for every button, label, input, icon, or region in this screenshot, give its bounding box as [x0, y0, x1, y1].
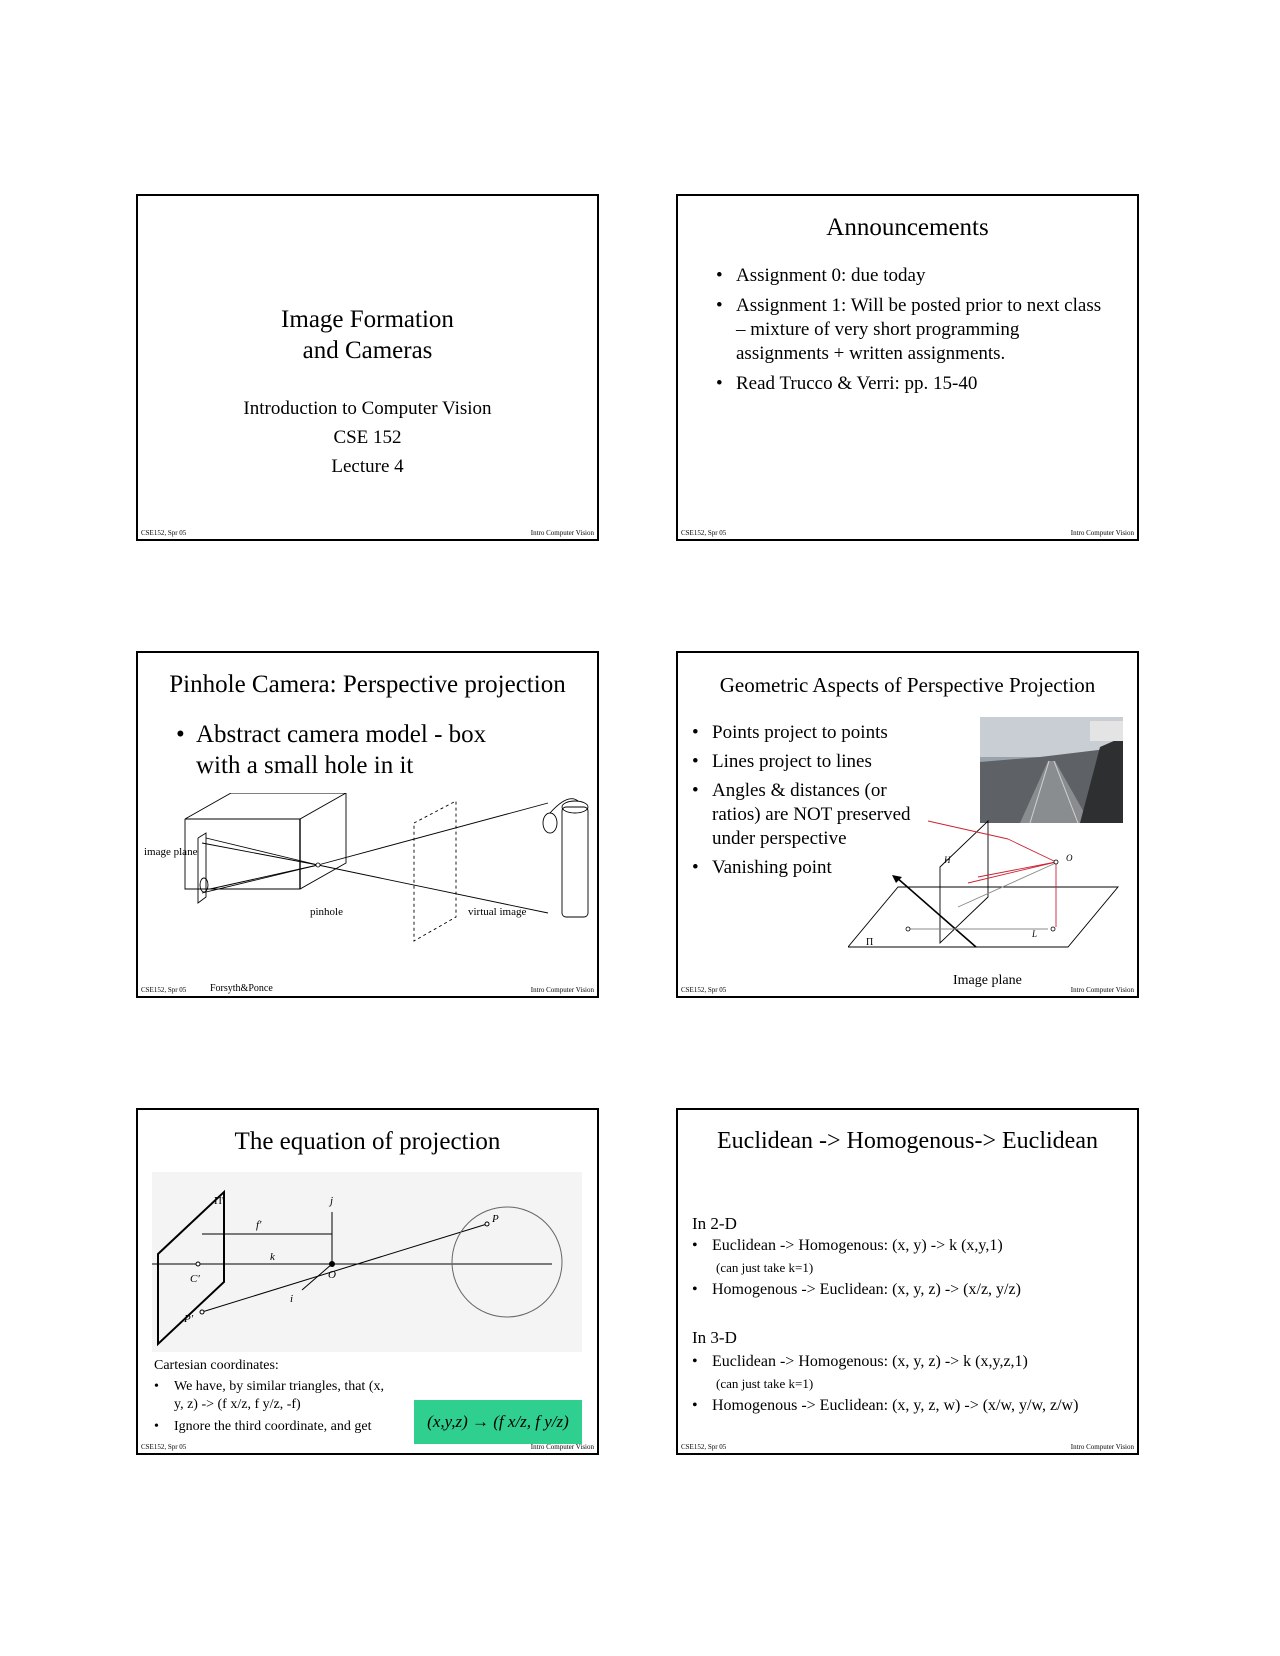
label-O: O	[328, 1269, 336, 1281]
label-pi-prime: Π'	[214, 1195, 224, 1207]
slide1-subtitle: Introduction to Computer Vision CSE 152 Lecture 4	[243, 398, 492, 477]
cartesian-label: Cartesian coordinates:	[154, 1358, 279, 1373]
list-item: • Angles & distances (or ratios) are NOT preserved under perspective	[692, 779, 937, 851]
list-item: • Assignment 1: Will be posted prior to next class – mixture of very short programming assignments + written assignments.	[716, 294, 1106, 366]
footer-right: Intro Computer Vision	[530, 529, 594, 537]
list-2d-b	[692, 1280, 1132, 1300]
footer-right: Intro Computer Vision	[1070, 986, 1134, 994]
label-f-prime: f'	[256, 1219, 262, 1231]
label-image-plane: image plane	[144, 846, 198, 858]
list-item: • Abstract camera model - box with a small hole in it	[176, 719, 506, 781]
list-3d-b	[692, 1396, 1137, 1416]
footer-left: CSE152, Spr 05	[681, 986, 727, 994]
label-k: k	[270, 1251, 275, 1263]
slide-pinhole	[136, 651, 599, 998]
slide3-bullets	[176, 719, 506, 781]
footer-left: CSE152, Spr 05	[681, 1443, 727, 1451]
label-i: i	[290, 1293, 294, 1305]
label-C-prime: C'	[190, 1273, 200, 1285]
list-item: • Euclidean -> Homogenous: (x, y, z) -> k (x,y,z,1)	[692, 1352, 1132, 1372]
list-item: • Points project to points	[692, 721, 937, 745]
footer-left: CSE152, Spr 05	[141, 1443, 187, 1451]
label-L: L	[1032, 929, 1038, 939]
slide6-title: Euclidean -> Homogenous-> Euclidean	[717, 1128, 1098, 1154]
label-O: O	[1066, 853, 1073, 863]
list-item: • Homogenous -> Euclidean: (x, y, z, w) -> (x/w, y/w, z/w)	[692, 1396, 1137, 1416]
slide1-title: Image Formation and Cameras	[281, 306, 454, 364]
list-item: • Euclidean -> Homogenous: (x, y) -> k (x,y,1)	[692, 1236, 1132, 1256]
vanishing-point-diagram	[848, 817, 1128, 957]
list-item: • Vanishing point	[692, 856, 937, 880]
slide-geometric-aspects	[676, 651, 1139, 998]
slide2-title: Announcements	[826, 214, 989, 241]
footer-left: CSE152, Spr 05	[141, 529, 187, 537]
label-P-prime: P'	[184, 1313, 194, 1325]
list-item: • Assignment 0: due today	[716, 264, 1106, 288]
list-item: • Homogenous -> Euclidean: (x, y, z) -> (x/z, y/z)	[692, 1280, 1132, 1300]
footer-right: Intro Computer Vision	[530, 1443, 594, 1451]
projection-geometry-diagram	[152, 1172, 582, 1352]
label-H: H	[944, 855, 951, 865]
footer-right: Intro Computer Vision	[1070, 529, 1134, 537]
label-pinhole: pinhole	[310, 906, 343, 918]
projection-formula: (x,y,z) → (f x/z, f y/z)	[414, 1400, 582, 1444]
slide5-title: The equation of projection	[234, 1128, 501, 1155]
announcement-list	[716, 264, 1106, 396]
slide-announcements	[676, 194, 1139, 541]
slide-homogenous	[676, 1108, 1139, 1455]
heading-2d: In 2-D	[692, 1214, 737, 1233]
railroad-photo	[980, 717, 1123, 823]
slide5-bullets	[154, 1378, 394, 1436]
image-plane-caption: Image plane	[953, 973, 1022, 988]
list-item: • Lines project to lines	[692, 750, 937, 774]
list-2d	[692, 1236, 1132, 1256]
list-item: • Read Trucco & Verri: pp. 15-40	[716, 372, 1106, 396]
note-2d: (can just take k=1)	[716, 1260, 814, 1275]
footer-left: CSE152, Spr 05	[681, 529, 727, 537]
slide3-title: Pinhole Camera: Perspective projection	[169, 671, 566, 698]
footer-right: Intro Computer Vision	[1070, 1443, 1134, 1451]
label-Pi: Π	[866, 937, 874, 948]
slide4-title: Geometric Aspects of Perspective Projection	[719, 673, 1096, 697]
label-P: P	[492, 1213, 499, 1225]
label-virtual-image: virtual image	[468, 906, 527, 918]
list-item: • We have, by similar triangles, that (x, y, z) -> (f x/z, f y/z, -f)	[154, 1378, 394, 1414]
note-3d: (can just take k=1)	[716, 1376, 814, 1391]
credit: Forsyth&Ponce	[210, 983, 273, 994]
list-3d	[692, 1352, 1132, 1372]
label-j: j	[330, 1195, 334, 1207]
list-item: • Ignore the third coordinate, and get	[154, 1418, 394, 1436]
slide-title	[136, 194, 599, 541]
footer-left: CSE152, Spr 05	[141, 986, 187, 994]
heading-3d: In 3-D	[692, 1328, 737, 1347]
pinhole-camera-diagram	[138, 793, 599, 993]
footer-right: Intro Computer Vision	[530, 986, 594, 994]
slide-equation-projection	[136, 1108, 599, 1455]
